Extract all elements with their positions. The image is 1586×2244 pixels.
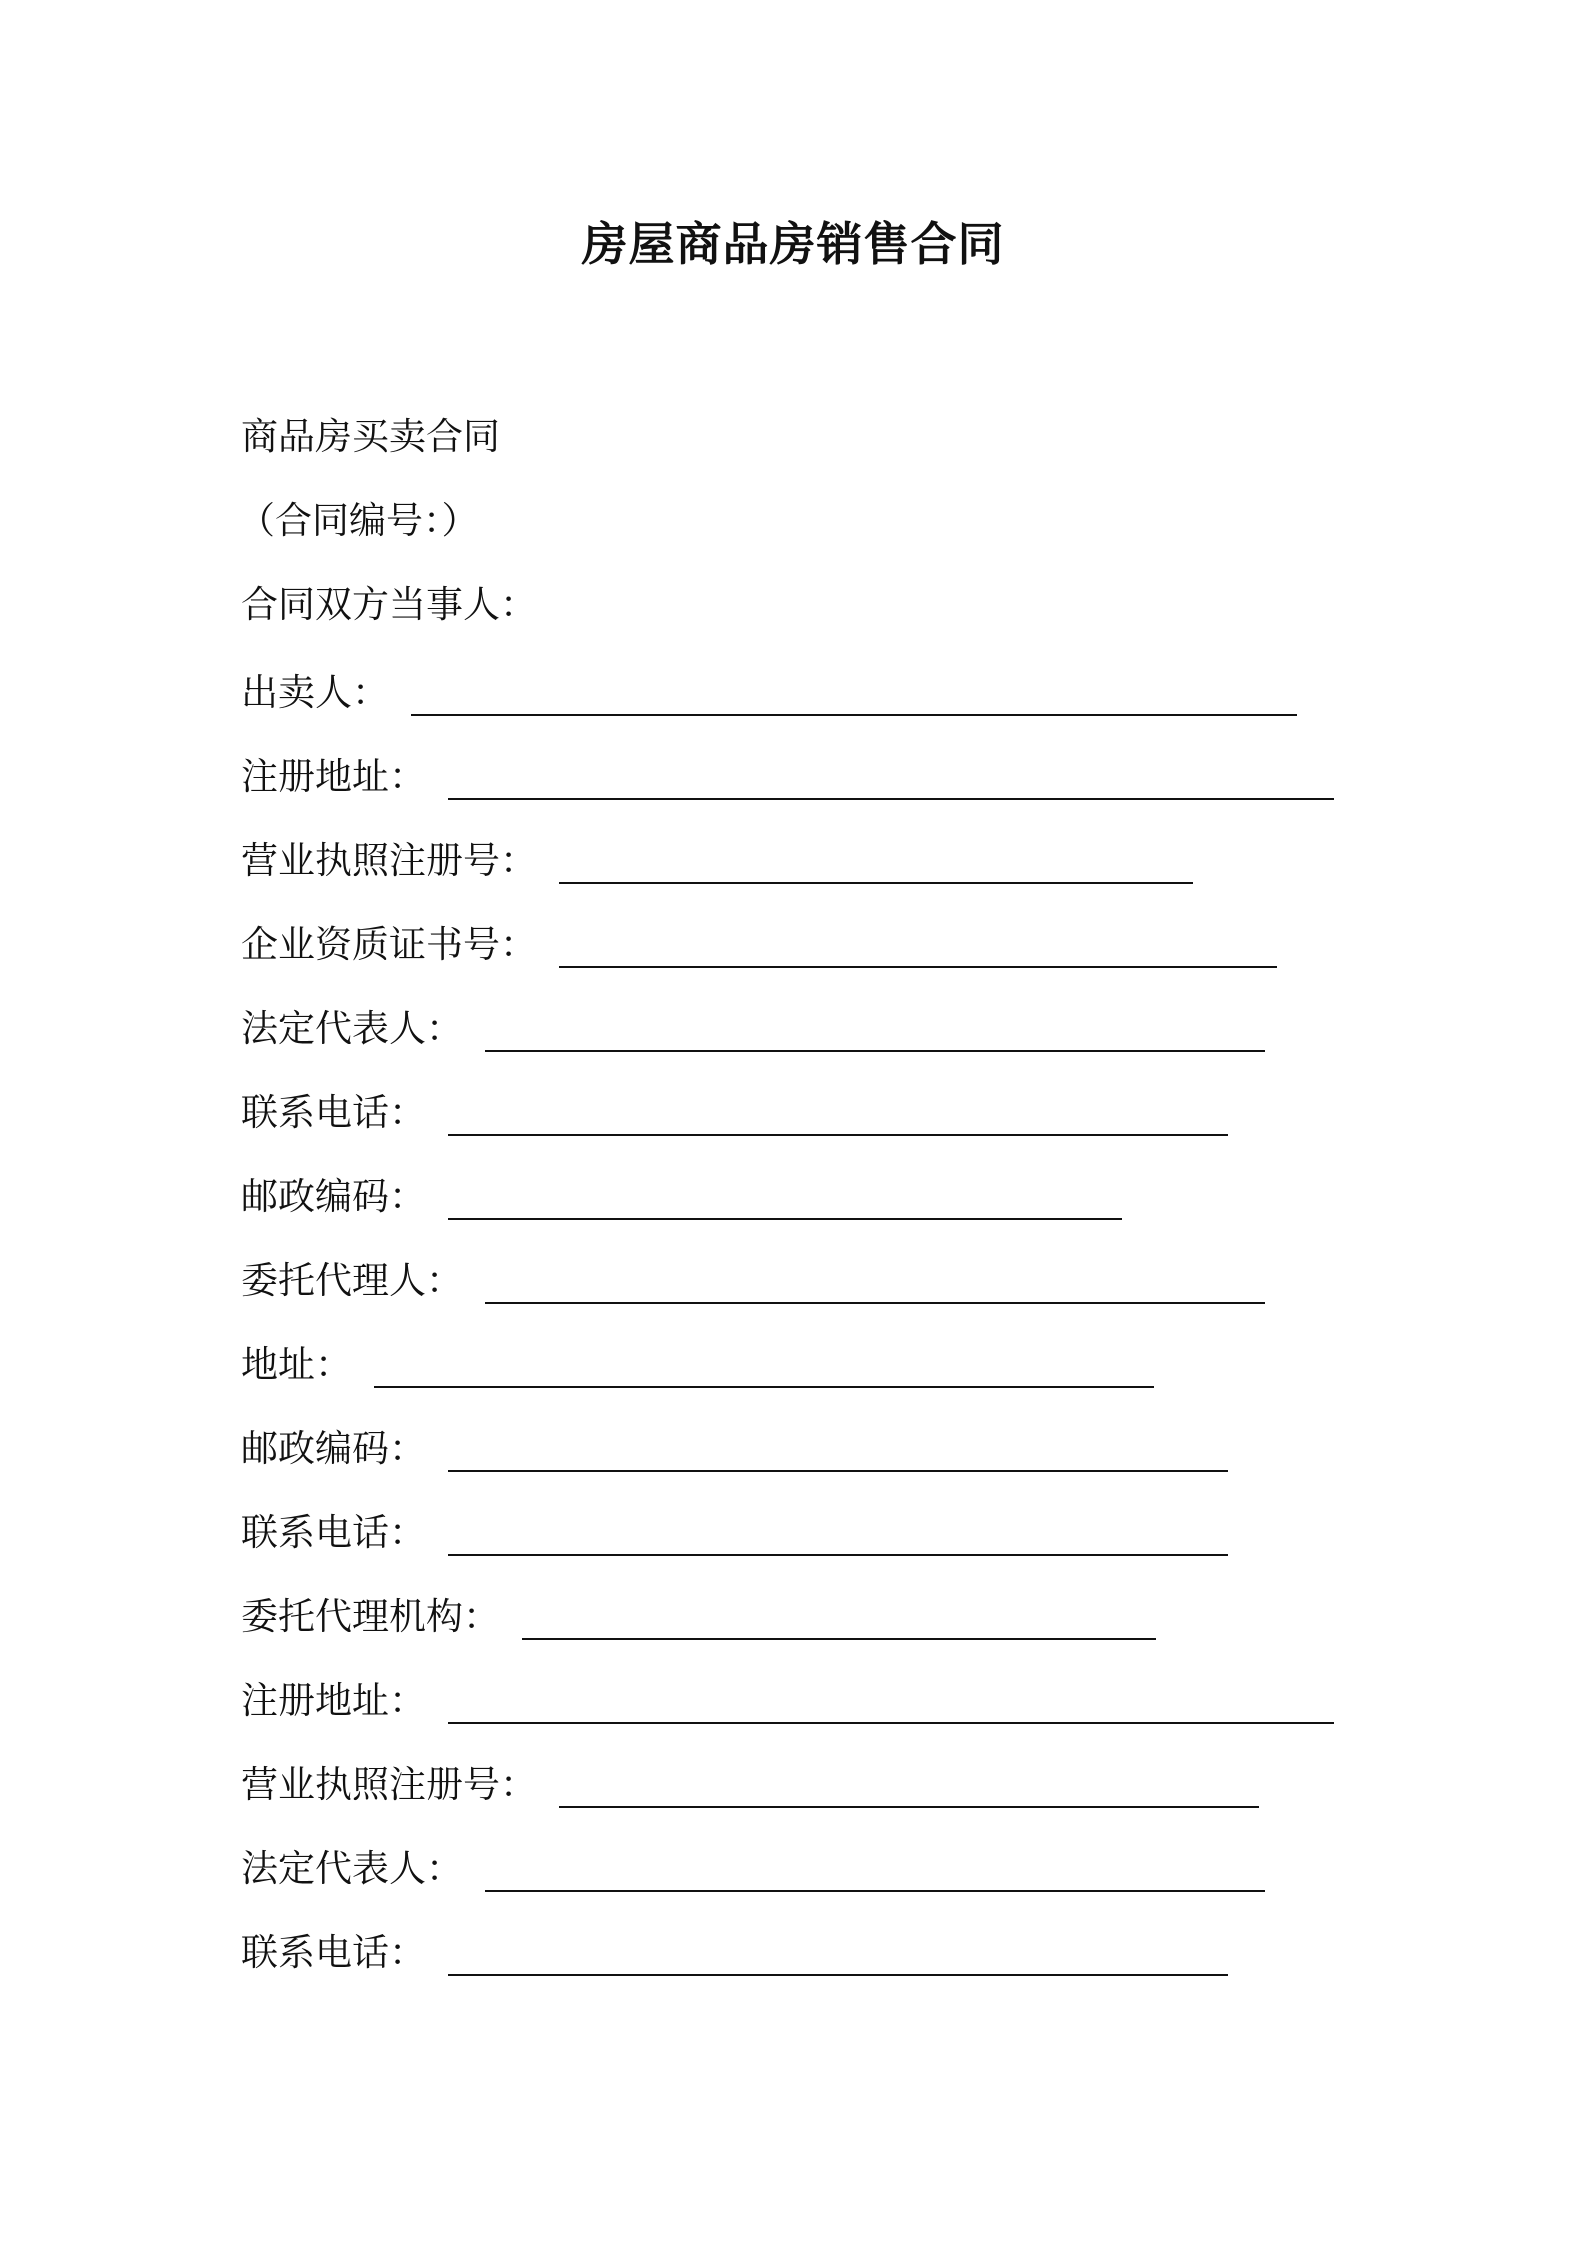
field-blank-line[interactable] xyxy=(485,1264,1265,1304)
field-label: 营业执照注册号： xyxy=(241,839,537,882)
field-blank-line[interactable] xyxy=(559,1768,1259,1808)
field-row xyxy=(241,1592,1156,1642)
field-blank-line[interactable] xyxy=(448,1096,1228,1136)
field-row xyxy=(241,1424,1228,1474)
field-label: 法定代表人： xyxy=(241,1847,463,1890)
field-label: 联系电话： xyxy=(241,1091,426,1134)
field-row xyxy=(241,1340,1154,1390)
field-blank-line[interactable] xyxy=(448,1684,1334,1724)
field-label: 法定代表人： xyxy=(241,1007,463,1050)
field-blank-line[interactable] xyxy=(485,1852,1265,1892)
field-blank-line[interactable] xyxy=(448,1180,1122,1220)
document-title: 房屋商品房销售合同 xyxy=(581,217,1005,271)
field-label: 企业资质证书号： xyxy=(241,923,537,966)
field-row xyxy=(241,1676,1334,1726)
field-label: 营业执照注册号： xyxy=(241,1763,537,1806)
contract-number xyxy=(238,496,479,546)
field-blank-line[interactable] xyxy=(448,1432,1228,1472)
field-label: 注册地址： xyxy=(241,1679,426,1722)
field-label: 地址： xyxy=(241,1343,352,1386)
contract-number-text: （合同编号：） xyxy=(238,499,479,542)
field-row xyxy=(241,836,1193,886)
field-label: 注册地址： xyxy=(241,755,426,798)
parties-heading xyxy=(241,580,537,630)
field-label: 邮政编码： xyxy=(241,1175,426,1218)
field-label: 邮政编码： xyxy=(241,1427,426,1470)
field-blank-line[interactable] xyxy=(522,1600,1156,1640)
field-blank-line[interactable] xyxy=(374,1348,1154,1388)
field-row xyxy=(241,1088,1228,1138)
field-blank-line[interactable] xyxy=(448,760,1334,800)
field-blank-line[interactable] xyxy=(448,1936,1228,1976)
field-blank-line[interactable] xyxy=(448,1516,1228,1556)
field-row xyxy=(241,1256,1265,1306)
field-row xyxy=(241,1928,1228,1978)
field-label: 出卖人： xyxy=(241,671,389,714)
field-row xyxy=(241,1760,1259,1810)
field-row xyxy=(241,1172,1122,1222)
field-blank-line[interactable] xyxy=(485,1012,1265,1052)
field-row xyxy=(241,1004,1265,1054)
document-subtitle xyxy=(241,412,500,462)
field-row xyxy=(241,752,1334,802)
field-label: 联系电话： xyxy=(241,1931,426,1974)
field-row xyxy=(241,668,1297,718)
field-row xyxy=(241,1508,1228,1558)
field-blank-line[interactable] xyxy=(559,928,1277,968)
field-row xyxy=(241,920,1277,970)
subtitle-text: 商品房买卖合同 xyxy=(241,415,500,458)
field-blank-line[interactable] xyxy=(411,676,1297,716)
field-blank-line[interactable] xyxy=(559,844,1193,884)
parties-heading-text: 合同双方当事人： xyxy=(241,583,537,626)
field-label: 委托代理机构： xyxy=(241,1595,500,1638)
field-label: 委托代理人： xyxy=(241,1259,463,1302)
field-row xyxy=(241,1844,1265,1894)
field-label: 联系电话： xyxy=(241,1511,426,1554)
